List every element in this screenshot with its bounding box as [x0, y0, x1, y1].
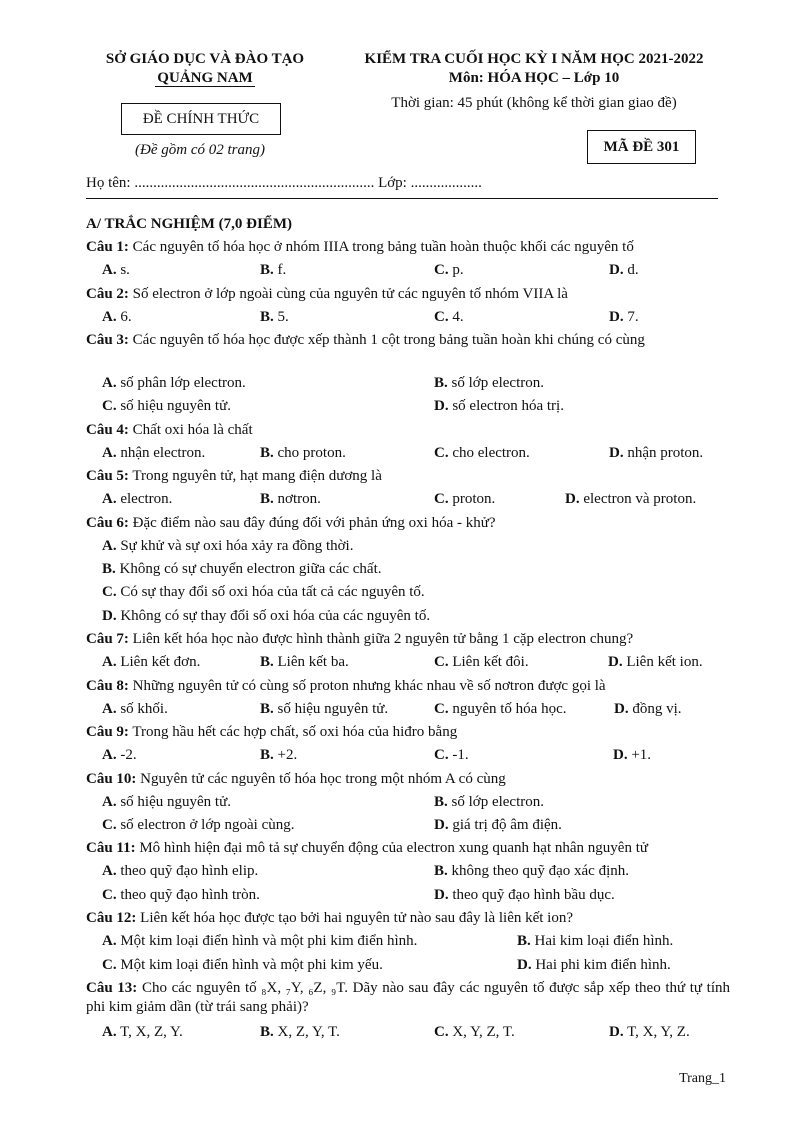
options-row [86, 932, 730, 952]
option-b: B. không theo quỹ đạo xác định. [434, 863, 629, 879]
option-c: C. proton. [434, 491, 496, 507]
options-row [86, 1023, 730, 1043]
options-row [86, 793, 730, 813]
option-b: B. số lớp electron. [434, 375, 545, 391]
options-row [86, 537, 730, 557]
option-c: C. nguyên tố hóa học. [434, 701, 567, 717]
option-d: D. electron và proton. [565, 491, 697, 507]
question-stem: Câu 12: Liên kết hóa học được tạo bởi hai nguyên tử nào sau đây là liên kết ion? [86, 910, 574, 926]
question-number: Câu 1: [86, 239, 129, 255]
question-text: Các nguyên tố hóa học ở nhóm IIIA trong bảng tuần hoàn thuộc khối các nguyên tố [128, 239, 634, 255]
option-c: C. -1. [434, 747, 469, 763]
question-stem: Câu 13: Cho các nguyên tố ₈X, ₇Y, ₆Z, ₉T. Dãy nào sau đây các nguyên tố được sắp xếp theo thứ tự tính phi kim giảm dần (từ trái sang phải)? [86, 980, 730, 1015]
option-b: B. Liên kết ba. [260, 654, 349, 670]
exam-code-box: MÃ ĐỀ 301 [587, 130, 696, 164]
option-d: D. Liên kết ion. [608, 654, 703, 670]
options-row [86, 700, 730, 720]
option-b: B. cho proton. [260, 445, 346, 461]
option-b: B. X, Z, Y, T. [260, 1024, 340, 1040]
option-a: A. Một kim loại điển hình và một phi kim điển hình. [102, 933, 418, 949]
option-d: D. +1. [613, 747, 652, 763]
question-stem: Câu 9: Trong hầu hết các hợp chất, số oxi hóa của hiđro bằng [86, 724, 458, 740]
option-a: A. Sự khử và sự oxi hóa xảy ra đồng thời. [102, 538, 354, 554]
official-label-box: ĐỀ CHÍNH THỨC [121, 103, 281, 135]
option-b: B. Không có sự chuyển electron giữa các chất. [102, 561, 382, 577]
question-stem: Câu 6: Đặc điểm nào sau đây đúng đối với phản ứng oxi hóa - khử? [86, 515, 496, 531]
department-name: SỞ GIÁO DỤC VÀ ĐÀO TẠO [105, 51, 305, 67]
option-b: B. Hai kim loại điển hình. [517, 933, 674, 949]
section-title: A/ TRẮC NGHIỆM (7,0 ĐIỂM) [86, 216, 292, 232]
exam-title: KIỂM TRA CUỐI HỌC KỲ I NĂM HỌC 2021-2022 [364, 51, 704, 67]
option-d: D. Không có sự thay đổi số oxi hóa của các nguyên tố. [102, 608, 431, 624]
options-row [86, 560, 730, 580]
options-row [86, 444, 730, 464]
option-b: B. f. [260, 262, 287, 278]
option-a: A. nhận electron. [102, 445, 206, 461]
option-c: C. p. [434, 262, 464, 278]
options-row [86, 862, 730, 882]
options-row [86, 746, 730, 766]
option-d: D. số electron hóa trị. [434, 398, 564, 414]
option-a: A. số khối. [102, 701, 168, 717]
option-c: C. cho electron. [434, 445, 530, 461]
option-c: C. số electron ở lớp ngoài cùng. [102, 817, 295, 833]
options-row [86, 374, 730, 394]
option-a: A. Liên kết đơn. [102, 654, 201, 670]
options-row [86, 397, 730, 417]
option-d: D. nhận proton. [609, 445, 704, 461]
exam-time: Thời gian: 45 phút (không kể thời gian giao đề) [391, 94, 677, 111]
exam-header [334, 50, 734, 112]
option-a: A. số phân lớp electron. [102, 375, 246, 391]
options-row [86, 886, 730, 906]
option-c: C. Liên kết đôi. [434, 654, 529, 670]
options-row [86, 490, 730, 510]
options-row [86, 816, 730, 836]
question-stem: Câu 7: Liên kết hóa học nào được hình thành giữa 2 nguyên tử bằng 1 cặp electron chung? [86, 631, 634, 647]
question-stem: Câu 3: Các nguyên tố hóa học được xếp thành 1 cột trong bảng tuần hoàn khi chúng có cùng [86, 332, 645, 348]
province-name: QUẢNG NAM [157, 69, 253, 86]
option-d: D. d. [609, 262, 639, 278]
option-a: A. 6. [102, 309, 132, 325]
option-c: C. số hiệu nguyên tử. [102, 398, 231, 414]
option-a: A. số hiệu nguyên tử. [102, 794, 231, 810]
option-c: C. Có sự thay đổi số oxi hóa của tất cả các nguyên tố. [102, 584, 425, 600]
option-d: D. 7. [609, 309, 639, 325]
option-a: A. T, X, Z, Y. [102, 1024, 183, 1040]
options-row [86, 583, 730, 603]
pages-note: (Đề gồm có 02 trang) [135, 142, 265, 158]
options-row [86, 607, 730, 627]
question-stem: Câu 5: Trong nguyên tử, hạt mang điện dương là [86, 468, 382, 484]
department-header [80, 50, 330, 88]
question-stem: Câu 8: Những nguyên tử có cùng số proton nhưng khác nhau về số nơtron được gọi là [86, 678, 606, 694]
option-c: C. X, Y, Z, T. [434, 1024, 515, 1040]
question-stem [86, 238, 730, 257]
option-b: B. nơtron. [260, 491, 321, 507]
question-stem: Câu 2: Số electron ở lớp ngoài cùng của nguyên tử các nguyên tố nhóm VIIA là [86, 286, 568, 302]
option-d: D. Hai phi kim điển hình. [517, 957, 671, 973]
option-a: A. electron. [102, 491, 173, 507]
options-row [86, 956, 730, 976]
page-number: Trang_1 [679, 1071, 726, 1086]
options-row [86, 308, 730, 328]
option-b: B. 5. [260, 309, 289, 325]
question-stem: Câu 10: Nguyên tử các nguyên tố hóa học trong một nhóm A có cùng [86, 771, 506, 787]
option-d: D. đồng vị. [614, 701, 682, 717]
question-stem: Câu 11: Mô hình hiện đại mô tả sự chuyển động của electron xung quanh hạt nhân nguyên tử [86, 840, 648, 856]
option-d: D. theo quỹ đạo hình bầu dục. [434, 887, 615, 903]
option-d: D. giá trị độ âm điện. [434, 817, 562, 833]
option-a: A. s. [102, 262, 130, 278]
option-c: C. theo quỹ đạo hình tròn. [102, 887, 260, 903]
option-b: B. số lớp electron. [434, 794, 545, 810]
student-name-line: Họ tên: ................................................................ Lớp: ................... [86, 175, 482, 191]
exam-subject: Môn: HÓA HỌC – Lớp 10 [448, 69, 620, 86]
question-stem: Câu 4: Chất oxi hóa là chất [86, 422, 253, 438]
option-b: B. số hiệu nguyên tử. [260, 701, 389, 717]
options-row [86, 653, 730, 673]
option-c: C. 4. [434, 309, 464, 325]
options-row [86, 261, 730, 281]
option-c: C. Một kim loại điển hình và một phi kim yếu. [102, 957, 383, 973]
option-a: A. -2. [102, 747, 137, 763]
option-b: B. +2. [260, 747, 298, 763]
option-d: D. T, X, Y, Z. [609, 1024, 690, 1040]
header-divider [86, 198, 718, 199]
option-a: A. theo quỹ đạo hình elip. [102, 863, 259, 879]
